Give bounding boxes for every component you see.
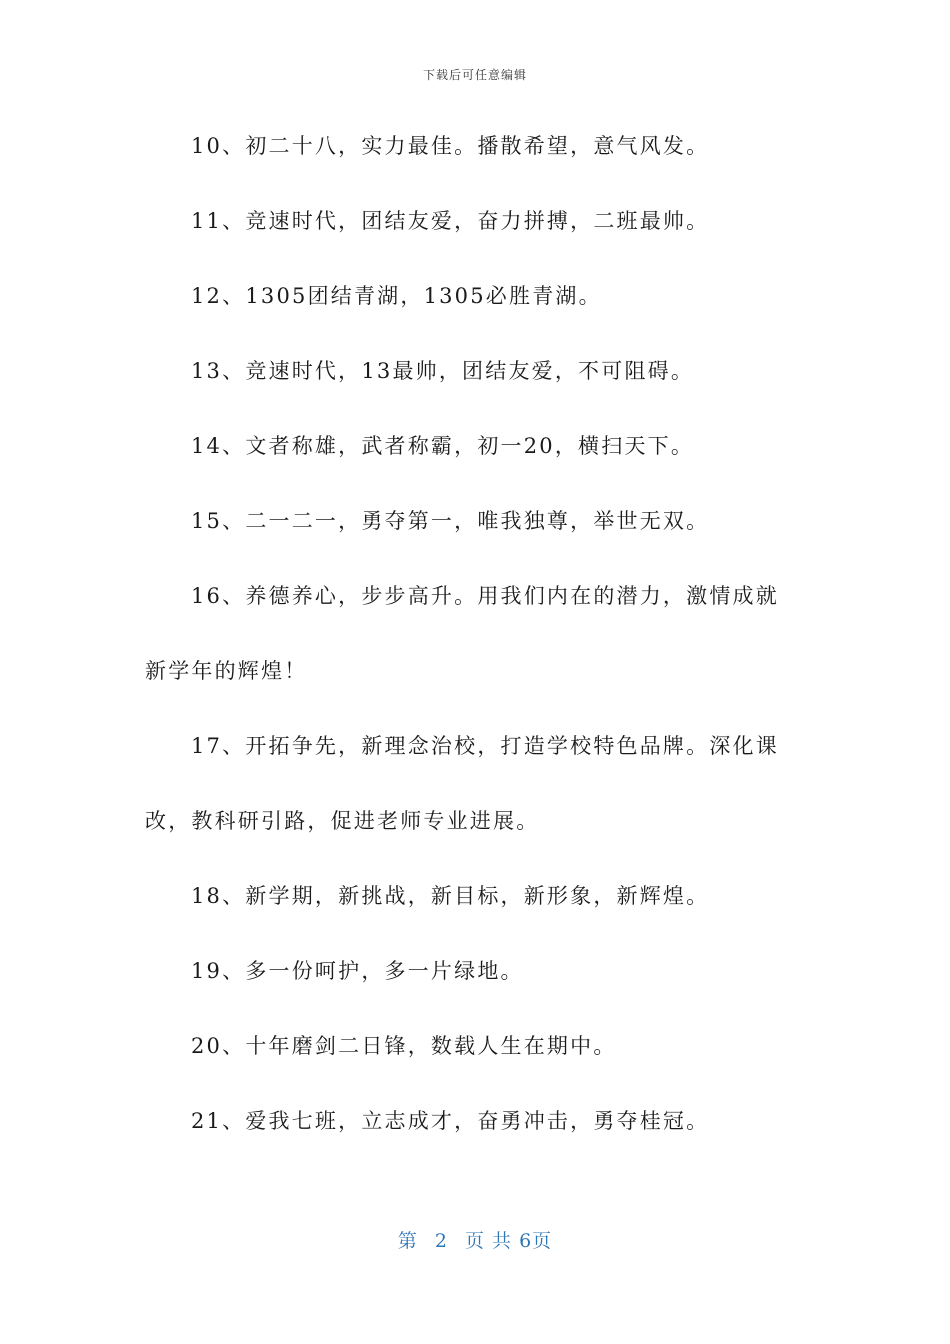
page-footer [0,1226,950,1253]
paragraph-line: 19、多一份呵护，多一片绿地。 [191,959,524,983]
footer-current-page: 2 [434,1230,448,1252]
footer-middle: 页 共 [465,1230,513,1252]
paragraph-line: 16、养德养心，步步高升。用我们内在的潜力，激情成就 [191,584,779,608]
paragraph-continuation-line: 新学年的辉煌！ [145,659,308,683]
paragraph-line: 21、爱我七班，立志成才，奋勇冲击，勇夺桂冠。 [191,1109,710,1133]
paragraph-line: 11、竞速时代，团结友爱，奋力拼搏，二班最帅。 [191,209,710,233]
footer-total-pages: 6页 [519,1230,553,1252]
paragraph-line: 15、二一二一，勇夺第一，唯我独尊，举世无双。 [191,509,710,533]
paragraph-line: 12、1305团结青湖，1305必胜青湖。 [191,284,602,308]
paragraph-line: 18、新学期，新挑战，新目标，新形象，新辉煌。 [191,884,710,908]
paragraph-line: 13、竞速时代，13最帅，团结友爱，不可阻碍。 [191,359,695,383]
document-body [145,124,795,1174]
footer-prefix: 第 [397,1230,418,1252]
paragraph-line: 10、初二十八，实力最佳。播散希望，意气风发。 [191,134,710,158]
paragraph-continuation-line: 改，教科研引路，促进老师专业进展。 [145,809,540,833]
paragraph-line: 20、十年磨剑二日锋，数载人生在期中。 [191,1034,617,1058]
paragraph-line: 14、文者称雄，武者称霸，初一20，横扫天下。 [191,434,695,458]
page-header: 下载后可任意编辑 [422,68,527,82]
paragraph-line: 17、开拓争先，新理念治校，打造学校特色品牌。深化课 [191,734,779,758]
